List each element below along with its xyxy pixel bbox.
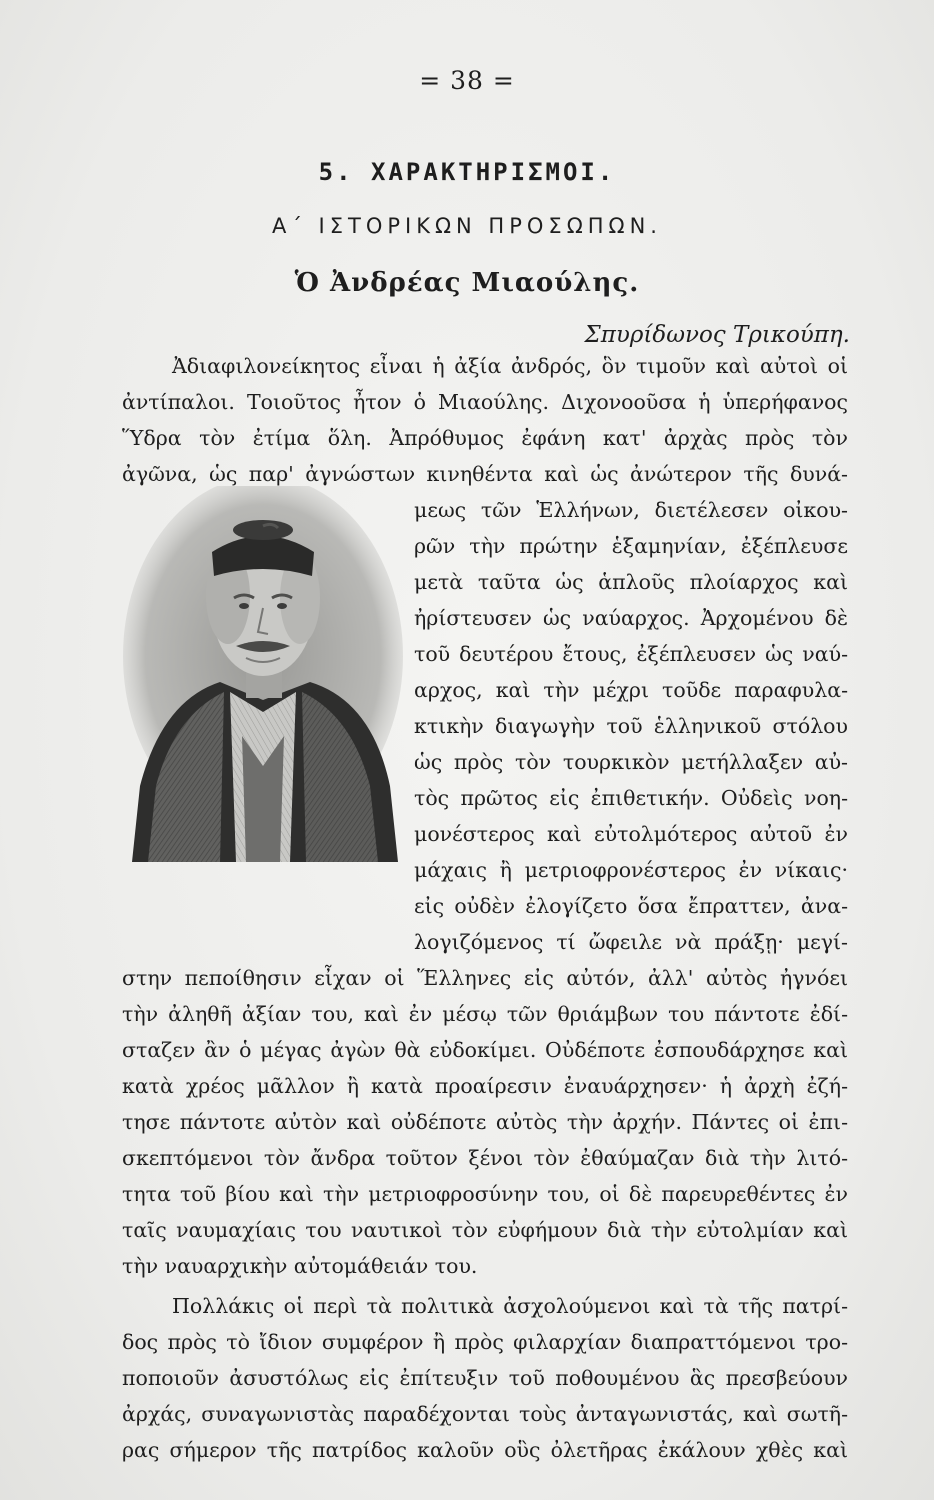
text-line: ἀρχάς, συναγωνιστὰς παραδέχονται τοὺς ἀνταγωνιστάς, καὶ σωτῆ- [122,1402,848,1426]
text-line: ἀντίπαλοι. Τοιοῦτος ἦτον ὁ Μιαούλης. Διχονοοῦσα ἡ ὑπερήφανος [122,390,848,414]
text-line: ὡς πρὸς τὸν τουρκικὸν μετήλλαξεν αὐ- [414,750,848,774]
text-line: τοῦ δευτέρου ἔτους, ἐξέπλευσεν ὡς ναύ- [414,642,848,666]
text-line: ποποιοῦν ἀσυστόλως εἰς ἐπίτευξιν τοῦ ποθουμένου ἃς πρεσβεύουν [122,1366,848,1390]
text-line: σκεπτόμενοι τὸν ἄνδρα τοῦτον ξένοι τὸν ἐθαύμαζαν διὰ τὴν λιτό- [122,1146,848,1170]
text-line: λογιζόμενος τί ὤφειλε νὰ πράξῃ· μεγί- [414,930,848,954]
text-line: μεως τῶν Ἑλλήνων, διετέλεσεν οἰκου- [414,498,848,522]
text-line: Πολλάκις οἱ περὶ τὰ πολιτικὰ ἀσχολούμενοι καὶ τὰ τῆς πατρί- [172,1294,848,1318]
chapter-title: 5. ΧΑΡΑΚΤΗΡΙΣΜΟΙ. [318,158,616,186]
text-line: τὸς πρῶτος εἰς ἐπιθετικήν. Οὐδεὶς νοη- [414,786,848,810]
text-line: στην πεποίθησιν εἶχαν οἱ Ἕλληνες εἰς αὐτόν, ἀλλ' αὐτὸς ἠγνόει [122,966,848,990]
text-line: τησε πάντοτε αὐτὸν καὶ οὐδέποτε αὐτὸς τὴν ἀρχήν. Πάντες οἱ ἐπι- [122,1110,848,1134]
text-line: ἠρίστευσεν ὡς ναύαρχος. Ἀρχομένου δὲ [414,606,848,630]
text-line: μάχαις ἢ μετριοφρονέστερος ἐν νίκαις· [414,858,848,882]
article-title: Ὁ Ἀνδρέας Μιαούλης. [294,268,640,298]
text-line: κτικὴν διαγωγὴν τοῦ ἑλληνικοῦ στόλου [414,714,848,738]
text-line: σταζεν ἂν ὁ μέγας ἀγὼν θὰ εὐδοκίμει. Οὐδέποτε ἐσπουδάρχησε καὶ [122,1038,848,1062]
page-number: = 38 = [419,66,515,95]
text-line: αρχος, καὶ τὴν μέχρι τοῦδε παραφυλα- [414,678,848,702]
text-line: μετὰ ταῦτα ὡς ἁπλοῦς πλοίαρχος καὶ [414,570,848,594]
text-line: μονέστερος καὶ εὐτολμότερος αὐτοῦ ἐν [414,822,848,846]
portrait-engraving [122,486,404,862]
text-line: Ὕδρα τὸν ἐτίμα ὅλη. Ἀπρόθυμος ἐφάνη κατ' ἀρχὰς πρὸς τὸν [122,426,848,450]
text-line: ρας σήμερον τῆς πατρίδος καλοῦν οὓς ὀλετῆρας ἐκάλουν χθὲς καὶ [122,1438,848,1462]
text-line: κατὰ χρέος μᾶλλον ἢ κατὰ προαίρεσιν ἐναυάρχησεν· ἡ ἀρχὴ ἐζή- [122,1074,848,1098]
text-line: τὴν ἀληθῆ ἀξίαν του, καὶ ἐν μέσῳ τῶν θριάμβων του πάντοτε ἐδί- [122,1002,848,1026]
text-line: δος πρὸς τὸ ἴδιον συμφέρον ἢ πρὸς φιλαρχίαν διαπραττόμενοι τρο- [122,1330,848,1354]
text-line: ρῶν τὴν πρώτην ἑξαμηνίαν, ἐξέπλευσε [414,534,848,558]
text-line: τὴν ναυαρχικὴν αὐτομάθειάν του. [122,1254,478,1278]
text-line: τητα τοῦ βίου καὶ τὴν μετριοφροσύνην του, οἱ δὲ παρευρεθέντες ἐν [122,1182,848,1206]
text-line: εἰς οὐδὲν ἐλογίζετο ὅσα ἔπραττεν, ἀνα- [414,894,848,918]
text-line: ταῖς ναυμαχίαις του ναυτικοὶ τὸν εὐφήμουν διὰ τὴν εὐτολμίαν καὶ [122,1218,848,1242]
section-title: Α΄ ΙΣΤΟΡΙΚΩΝ ΠΡΟΣΩΠΩΝ. [272,214,662,238]
article-author: Σπυρίδωνος Τρικούπη. [584,322,850,348]
text-line: Ἀδιαφιλονείκητος εἶναι ἡ ἀξία ἀνδρός, ὃν τιμοῦν καὶ αὐτοὶ οἱ [172,354,848,378]
text-line: ἀγῶνα, ὡς παρ' ἀγνώστων κινηθέντα καὶ ὡς ἀνώτερον τῆς δυνά- [122,462,848,486]
